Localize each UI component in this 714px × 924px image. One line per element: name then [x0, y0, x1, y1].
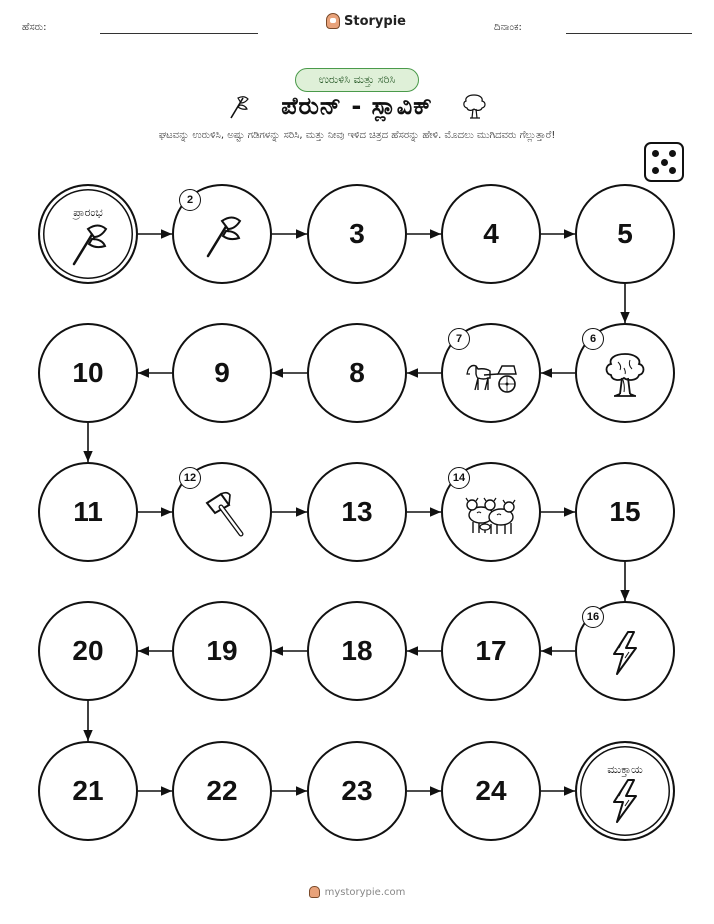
footer [0, 886, 714, 898]
space-number: 10 [72, 357, 104, 388]
board-space-17[interactable] [441, 601, 541, 701]
board-space-16[interactable] [575, 601, 675, 701]
board-space-22[interactable] [172, 741, 272, 841]
space-number: 4 [483, 218, 499, 249]
board-space-21[interactable] [38, 741, 138, 841]
space-number: 11 [73, 496, 103, 527]
board-space-14[interactable] [441, 462, 541, 562]
space-number: 13 [341, 496, 373, 527]
board-space-23[interactable] [307, 741, 407, 841]
space-number: 3 [349, 218, 365, 249]
space-number-badge: 14 [448, 467, 470, 489]
cattle-icon [463, 491, 519, 541]
board-space-18[interactable] [307, 601, 407, 701]
storypie-logo-icon [309, 886, 320, 898]
board-space-11[interactable] [38, 462, 138, 562]
start-space[interactable] [38, 184, 138, 284]
space-number: 15 [609, 496, 641, 527]
space-number-badge: 6 [582, 328, 604, 350]
finish-label: ಮುಕ್ತಾಯ [607, 763, 643, 776]
board-space-4[interactable] [441, 184, 541, 284]
start-label: ಪ್ರಾರಂಭ [73, 206, 103, 219]
space-number: 17 [475, 635, 507, 666]
brand-name: Storypie [344, 13, 406, 29]
space-number: 9 [214, 357, 230, 388]
space-number-badge: 2 [179, 189, 201, 211]
finish-space[interactable] [575, 741, 675, 841]
space-number: 21 [72, 775, 104, 806]
space-number: 23 [341, 775, 373, 806]
space-number: 22 [206, 775, 238, 806]
board-space-13[interactable] [307, 462, 407, 562]
board-space-7[interactable] [441, 323, 541, 423]
date-label: ದಿನಾಂಕ: [494, 22, 522, 33]
page-title: ಪೆರುನ್ - ಸ್ಲಾವಿಕ್ [281, 92, 433, 120]
board-space-20[interactable] [38, 601, 138, 701]
name-label: ಹೆಸರು: [22, 22, 47, 33]
board-space-8[interactable] [307, 323, 407, 423]
game-type-label: ಉರುಳಿಸಿ ಮತ್ತು ಸರಿಸಿ [318, 73, 396, 86]
space-number-badge: 7 [448, 328, 470, 350]
instructions: ಘಟವನ್ನು ಉರುಳಿಸಿ, ಅಷ್ಟು ಗಡಿಗಳನ್ನು ಸರಿಸಿ, ಮತ್ತು ನೀವು ಇಳಿದ ಚಿತ್ರದ ಹೆಸರನ್ನು ಹೇಳಿ. ಮೊದಲು ಮುಗಿದವರು ಗೆಲ್ಲುತ್ತಾರೆ! [158, 130, 556, 141]
hammer-icon [197, 489, 247, 543]
space-number-badge: 12 [179, 467, 201, 489]
board-space-12[interactable] [172, 462, 272, 562]
axe-icon [66, 220, 110, 272]
axe-icon [200, 212, 244, 264]
space-number-badge: 16 [582, 606, 604, 628]
space-number: 19 [206, 635, 238, 666]
space-number: 24 [475, 775, 507, 806]
board-space-3[interactable] [307, 184, 407, 284]
footer-site[interactable]: mystorypie.com [324, 886, 406, 898]
board-space-10[interactable] [38, 323, 138, 423]
lightning-icon [608, 778, 642, 828]
space-number: 18 [341, 635, 373, 666]
board-space-15[interactable] [575, 462, 675, 562]
space-number: 20 [72, 635, 104, 666]
board-space-24[interactable] [441, 741, 541, 841]
tree-icon [600, 350, 650, 404]
board-space-19[interactable] [172, 601, 272, 701]
lightning-icon [608, 630, 642, 680]
board-space-5[interactable] [575, 184, 675, 284]
horse-cart-icon [464, 356, 518, 398]
board-space-9[interactable] [172, 323, 272, 423]
board-space-2[interactable] [172, 184, 272, 284]
space-number: 5 [617, 218, 633, 249]
space-number: 8 [349, 357, 365, 388]
board-space-6[interactable] [575, 323, 675, 423]
